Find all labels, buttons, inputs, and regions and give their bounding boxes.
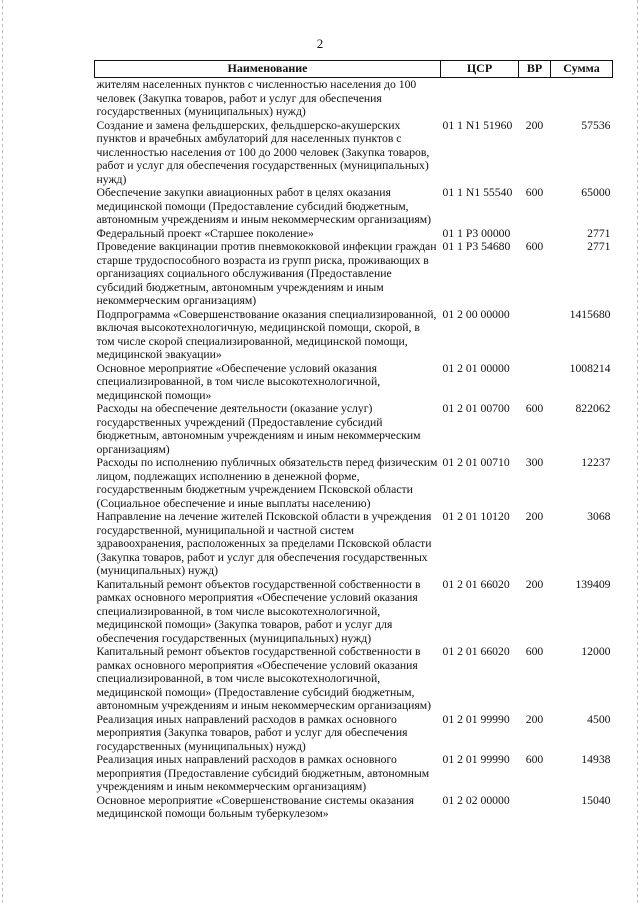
- cell-sum: 12237: [581, 456, 611, 469]
- cell-vr: 600: [525, 186, 544, 199]
- cell-sum: 1008214: [569, 361, 611, 375]
- table-row: [95, 240, 613, 308]
- cell-vr: 300: [525, 456, 544, 469]
- budget-table: [94, 60, 613, 821]
- cell-vr: 600: [525, 240, 544, 253]
- cell-csr: 01 1 N1 55540: [442, 186, 513, 199]
- table-row: [95, 362, 613, 403]
- cell-vr: [519, 308, 551, 362]
- table-row: [95, 456, 613, 510]
- cell-name: Расходы по исполнению публичных обязательств перед физическим лицом, подлежащих исполнению в денежной форме, государственным бюджетным учреждением Псковской области (Социальное обеспечение и иные выплаты населению): [96, 456, 438, 510]
- cell-name: Направление на лечение жителей Псковской области в учреждения государственной, муниципальной и частной систем здравоохранения, расположенных за пределами Псковской области (Закупка товаров, работ и услуг для обеспечения государственных (муниципальных) нужд): [96, 510, 432, 577]
- table-header-row: [95, 61, 613, 78]
- cell-csr: 01 2 01 66020: [442, 645, 510, 658]
- cell-csr: 01 1 P3 00000: [442, 226, 511, 240]
- cell-vr: [519, 794, 551, 821]
- table-row: [95, 402, 613, 456]
- cell-sum: 4500: [587, 712, 611, 726]
- cell-sum: 12000: [581, 645, 611, 658]
- cell-csr: 01 2 02 00000: [442, 793, 510, 807]
- cell-sum: [551, 78, 613, 119]
- cell-csr: 01 1 N1 51960: [442, 118, 513, 132]
- cell-sum: 1415680: [569, 307, 611, 321]
- cell-name: Капитальный ремонт объектов государственной собственности в рамках основного мероприятия «Обеспечение условий оказания специализированной, в том числе высокотехнологичной, медицинской помощи» (Закупка товаров, работ и услуг для обеспечения государственных (муниципальных) нужд): [96, 577, 421, 645]
- header-csr: ЦСР: [441, 61, 519, 78]
- cell-name: Реализация иных направлений расходов в рамках основного мероприятия (Закупка товаров, работ и услуг для обеспечения государственных (муниципальных) нужд): [96, 712, 408, 753]
- cell-sum: 15040: [581, 793, 611, 807]
- table-row: [95, 78, 613, 119]
- cell-name: Проведение вакцинации против пневмококковой инфекции граждан старше трудоспособного возраста из групп риска, проживающих в организациях социального обслуживания (Предоставление субсидий бюджетным, автономным учреждениям и иным некоммерческим организациям): [96, 240, 437, 307]
- cell-name: Капитальный ремонт объектов государственной собственности в рамках основного мероприятия «Обеспечение условий оказания специализированной, в том числе высокотехнологичной, медицинской помощи» (Предоставление субсидий бюджетным, автономным учреждениям и иным некоммерческим организациям): [96, 645, 432, 712]
- table-row: [95, 753, 613, 794]
- cell-name: жителям населенных пунктов с численностью населения до 100 человек (Закупка товаров, работ и услуг для обеспечения государственных (муниципальных) нужд): [96, 78, 417, 118]
- cell-csr: 01 2 01 00700: [442, 402, 510, 415]
- cell-sum: 3068: [587, 510, 611, 523]
- cell-vr: [519, 362, 551, 403]
- cell-sum: 14938: [581, 753, 611, 766]
- cell-vr: 200: [525, 118, 544, 132]
- header-name: Наименование: [95, 61, 441, 78]
- cell-vr: 600: [525, 645, 544, 658]
- header-sum: Сумма: [551, 61, 613, 78]
- cell-csr: 01 2 01 10120: [442, 510, 510, 523]
- table-row: [95, 713, 613, 754]
- cell-csr: 01 2 01 66020: [442, 577, 510, 591]
- cell-sum: 2771: [587, 240, 611, 253]
- cell-vr: 200: [525, 712, 544, 726]
- cell-vr: [519, 227, 551, 241]
- cell-sum: 57536: [581, 118, 611, 132]
- cell-vr: [519, 78, 551, 119]
- cell-csr: 01 2 00 00000: [442, 307, 510, 321]
- cell-name: Расходы на обеспечение деятельности (оказание услуг) государственных учреждений (Предоставление субсидий бюджетным, автономным учреждениям и иным некоммерческим организациям): [96, 402, 421, 456]
- cell-name: Федеральный проект «Старшее поколение»: [96, 226, 314, 240]
- page-number: 2: [316, 36, 324, 51]
- header-vr: ВР: [519, 61, 551, 78]
- cell-csr: 01 2 01 99990: [442, 753, 510, 766]
- table-row: [95, 645, 613, 713]
- cell-sum: 65000: [581, 186, 611, 199]
- cell-name: Основное мероприятие «Обеспечение условий оказания специализированной, в том числе высокотехнологичной, медицинской помощи»: [96, 361, 381, 402]
- cell-name: Подпрограмма «Совершенствование оказания специализированной, включая высокотехнологичную, медицинской помощи, скорой, в том числе скорой специализированной, медицинской помощи, медицинской эвакуации»: [96, 307, 437, 361]
- table-row: [95, 227, 613, 241]
- cell-csr: [441, 78, 519, 119]
- cell-name: Обеспечение закупки авиационных работ в целях оказания медицинской помощи (Предоставление субсидий бюджетным, автономным учреждениям и иным некоммерческим организациям): [96, 186, 432, 226]
- cell-vr: 600: [525, 753, 544, 766]
- right-scan-edge: [637, 0, 638, 905]
- cell-vr: 600: [525, 402, 544, 415]
- cell-csr: 01 2 01 00000: [442, 361, 510, 375]
- left-scan-edge: [2, 0, 3, 905]
- table-row: [95, 308, 613, 362]
- cell-sum: 2771: [587, 226, 611, 240]
- cell-name: Основное мероприятие «Совершенствование системы оказания медицинской помощи больным туберкулезом»: [96, 793, 415, 820]
- table-row: [95, 119, 613, 187]
- cell-csr: 01 2 01 00710: [442, 456, 510, 469]
- table-row: [95, 578, 613, 646]
- cell-sum: 139409: [575, 577, 611, 591]
- cell-csr: 01 2 01 99990: [442, 712, 510, 726]
- cell-name: Создание и замена фельдшерских, фельдшерско-акушерских пунктов и врачебных амбулаторий для населенных пунктов с численностью населения от 100 до 2000 человек (Закупка товаров, работ и услуг для обеспечения государственных (муниципальных) нужд): [96, 118, 430, 186]
- cell-name: Реализация иных направлений расходов в рамках основного мероприятия (Предоставление субсидий бюджетным, автономным учреждениям и иным некоммерческим организациям): [96, 753, 430, 793]
- cell-vr: 200: [525, 510, 544, 523]
- cell-vr: 200: [525, 577, 544, 591]
- table-row: [95, 794, 613, 821]
- table-row: [95, 510, 613, 578]
- cell-csr: 01 1 P3 54680: [442, 240, 511, 253]
- cell-sum: 822062: [575, 402, 611, 415]
- table-row: [95, 186, 613, 227]
